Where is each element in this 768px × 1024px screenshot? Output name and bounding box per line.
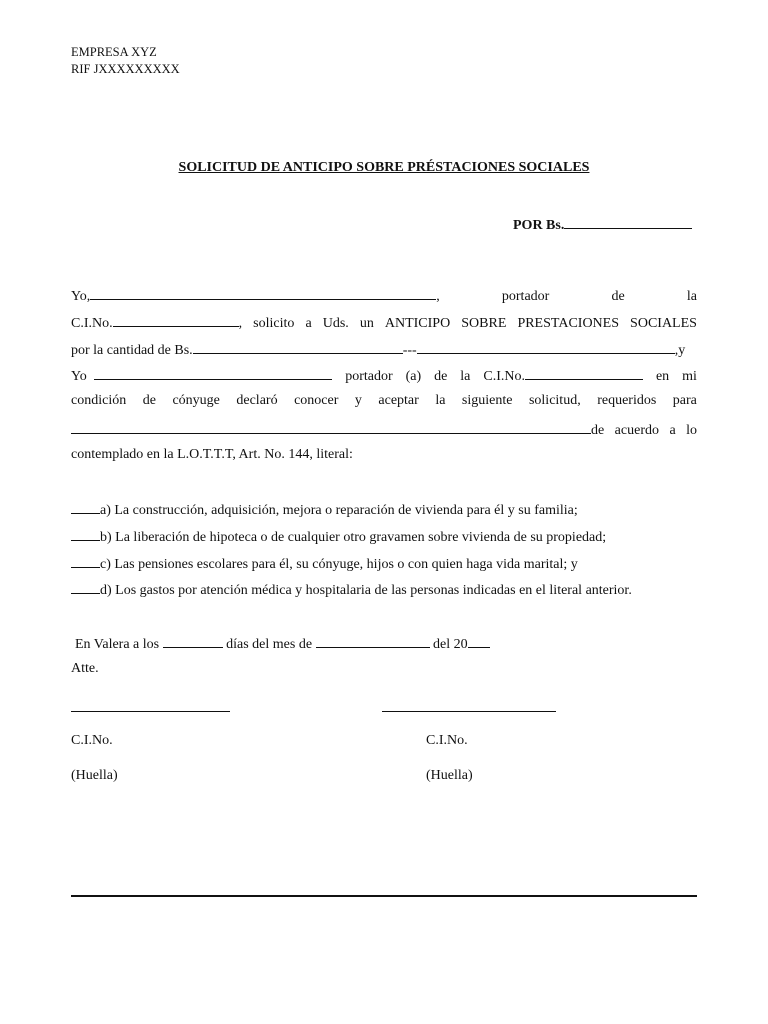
word: ,y (674, 343, 686, 358)
closing-year: del 20 (433, 637, 468, 652)
signature-line-right[interactable] (382, 711, 556, 712)
word: la (460, 369, 471, 384)
word: siguiente (461, 393, 513, 408)
amount-label: POR Bs. (513, 218, 565, 233)
company-rif: RIF JXXXXXXXXX (71, 62, 180, 76)
word: la (435, 393, 446, 408)
word: SOBRE (461, 316, 507, 331)
bottom-divider (71, 895, 697, 897)
word: de (142, 393, 156, 408)
word: conocer (294, 393, 339, 408)
month-blank[interactable] (316, 634, 430, 648)
amount-heading (513, 215, 692, 234)
word: Yo, (71, 289, 91, 304)
line6-start (71, 420, 604, 439)
option-a (71, 500, 578, 519)
word: PRESTACIONES (517, 316, 619, 331)
line4-start (71, 366, 332, 385)
paragraph-line-3 (71, 340, 685, 359)
closing-days: días del mes de (226, 637, 313, 652)
word: solicito (253, 316, 295, 331)
paragraph-line-4 (71, 366, 697, 385)
word: condición (71, 393, 127, 408)
paragraph-line-2 (71, 313, 697, 332)
option-d-check[interactable] (71, 580, 100, 594)
amount-number-blank[interactable] (193, 340, 403, 354)
word: --- (402, 343, 417, 358)
purpose-blank[interactable] (71, 420, 591, 434)
word: ANTICIPO (384, 316, 451, 331)
line4-ci (483, 366, 643, 385)
name-blank[interactable] (90, 286, 436, 300)
option-d-text: d) Los gastos por atención médica y hospitalaria de las personas indicadas en el literal anterior. (100, 583, 632, 598)
word: cónyuge (172, 393, 220, 408)
word: C.I.No. (71, 316, 113, 331)
word: por la cantidad de Bs. (71, 343, 193, 358)
word: C.I.No. (483, 369, 525, 384)
word: acuerdo (614, 423, 659, 438)
paragraph-line-1 (71, 286, 697, 305)
word: Uds. (322, 316, 349, 331)
word: de (434, 369, 448, 384)
word: un (359, 316, 374, 331)
fingerprint-left: (Huella) (71, 768, 118, 783)
closing-date-line (75, 634, 490, 653)
option-b (71, 527, 606, 546)
word: (a) (405, 369, 422, 384)
day-blank[interactable] (163, 634, 223, 648)
signature-ci-right: C.I.No. (426, 733, 468, 748)
word: aceptar (378, 393, 419, 408)
word: , (436, 289, 440, 304)
option-c-text: c) Las pensiones escolares para él, su cónyuge, hijos o con quien haga vida marital; y (100, 557, 578, 572)
word: declaró (236, 393, 278, 408)
word: requeridos (597, 393, 657, 408)
line2-start (71, 313, 242, 332)
document-title: SOLICITUD DE ANTICIPO SOBRE PRÉSTACIONES SOCIALES (178, 160, 590, 175)
word: la (686, 289, 697, 304)
spouse-ci-blank[interactable] (525, 366, 643, 380)
word: Yo (71, 369, 87, 384)
option-a-check[interactable] (71, 500, 100, 514)
paragraph-line-6 (71, 420, 697, 439)
word: a (669, 423, 676, 438)
option-a-text: a) La construcción, adquisición, mejora o reparación de vivienda para él y su familia; (100, 503, 578, 518)
line1-start (71, 286, 440, 305)
word: mi (682, 369, 697, 384)
company-name: EMPRESA XYZ (71, 45, 157, 59)
word: solicitud, (528, 393, 581, 408)
word: en (655, 369, 670, 384)
word: de (611, 289, 625, 304)
option-d (71, 580, 632, 599)
ci-blank[interactable] (113, 313, 239, 327)
word: a (305, 316, 312, 331)
closing-atte: Atte. (71, 661, 99, 676)
word: para (672, 393, 697, 408)
amount-words-blank[interactable] (417, 340, 675, 354)
word: portador (345, 369, 393, 384)
word: SOCIALES (630, 316, 697, 331)
word: portador (501, 289, 550, 304)
option-c (71, 554, 578, 573)
fingerprint-right: (Huella) (426, 768, 473, 783)
paragraph-line-7: contemplado en la L.O.T.T.T, Art. No. 144, literal: (71, 447, 353, 462)
option-b-text: b) La liberación de hipoteca o de cualquier otro gravamen sobre vivienda de su propiedad; (100, 530, 607, 545)
paragraph-line-5 (71, 393, 697, 409)
word: de (591, 423, 605, 438)
signature-ci-left: C.I.No. (71, 733, 113, 748)
option-b-check[interactable] (71, 527, 100, 541)
spouse-name-blank[interactable] (94, 366, 332, 380)
word: , (238, 316, 243, 331)
closing-place: En Valera a los (75, 637, 160, 652)
option-c-check[interactable] (71, 554, 100, 568)
word: y (354, 393, 362, 408)
amount-blank[interactable] (564, 215, 692, 229)
signature-line-left[interactable] (71, 711, 230, 712)
word: lo (686, 423, 697, 438)
year-blank[interactable] (468, 634, 490, 648)
